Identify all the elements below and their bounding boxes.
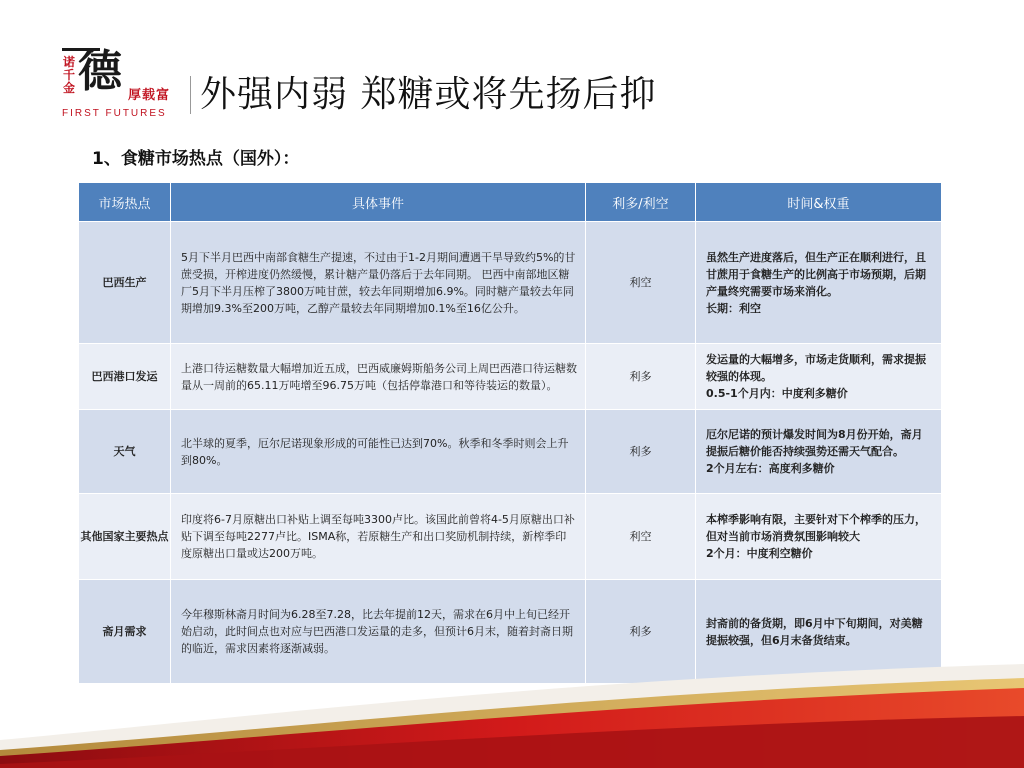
slide-title: 外强内弱 郑糖或将先扬后抑	[200, 74, 657, 115]
header-hotspot: 市场热点	[79, 183, 171, 222]
cell-weight: 封斋前的备货期，即6月中下旬期间，对美糖提振较强，但6月末备货结束。	[696, 580, 942, 684]
cell-impact: 利空	[586, 494, 696, 580]
cell-hotspot: 天气	[79, 410, 171, 494]
header-weight: 时间&权重	[696, 183, 942, 222]
cell-impact: 利空	[586, 222, 696, 344]
cell-impact: 利多	[586, 344, 696, 410]
cell-event: 北半球的夏季，厄尔尼诺现象形成的可能性已达到70%。秋季和冬季时则会上升到80%。	[171, 410, 586, 494]
cell-event: 5月下半月巴西中南部食糖生产提速，不过由于1-2月期间遭遇干旱导致约5%的甘蔗受损，开榨进度仍然缓慢，累计糖产量仍落后于去年同期。 巴西中南部地区糖厂5月下半月压榨了3800万吨甘蔗，较去年同期增加6.9%。同时糖产量较去年同期增加9.3%至200万吨，乙醇产量较去年同期增加0.1%至16亿公升。	[171, 222, 586, 344]
title-separator	[190, 76, 191, 114]
cell-event: 上港口待运糖数量大幅增加近五成，巴西威廉姆斯船务公司上周巴西港口待运糖数量从一周前的65.11万吨增至96.75万吨（包括停靠港口和等待装运的数量）。	[171, 344, 586, 410]
table-row	[79, 494, 942, 580]
cell-event: 印度将6-7月原糖出口补贴上调至每吨3300卢比。该国此前曾将4-5月原糖出口补贴下调至每吨2277卢比。ISMA称，若原糖生产和出口奖励机制持续，新榨季印度原糖出口量或达200万吨。	[171, 494, 586, 580]
decorative-swoosh	[0, 658, 1024, 768]
table-row	[79, 222, 942, 344]
table-row	[79, 410, 942, 494]
company-logo	[58, 44, 198, 122]
logo-vertical-text: 诺千金	[62, 55, 75, 95]
cell-hotspot: 斋月需求	[79, 580, 171, 684]
table-row	[79, 344, 942, 410]
header-event: 具体事件	[171, 183, 586, 222]
table-header-row	[79, 183, 942, 222]
cell-event: 今年穆斯林斋月时间为6.28至7.28，比去年提前12天，需求在6月中上旬已经开始启动，此时间点也对应与巴西港口发运量的走多，但预计6月末，随着封斋日期的临近，需求因素将逐渐减弱。	[171, 580, 586, 684]
cell-hotspot: 其他国家主要热点	[79, 494, 171, 580]
cell-weight: 厄尔尼诺的预计爆发时间为8月份开始，斋月提振后糖价能否持续强势还需天气配合。 2个月左右：高度利多糖价	[696, 410, 942, 494]
cell-impact: 利多	[586, 410, 696, 494]
cell-weight: 本榨季影响有限，主要针对下个榨季的压力，但对当前市场消费氛围影响较大 2个月：中度利空糖价	[696, 494, 942, 580]
hotspot-table	[78, 182, 942, 684]
header-impact: 利多/利空	[586, 183, 696, 222]
logo-main-char: 德	[78, 46, 122, 97]
logo-slogan: 厚载富	[128, 88, 171, 103]
cell-impact: 利多	[586, 580, 696, 684]
cell-hotspot: 巴西港口发运	[79, 344, 171, 410]
logo-english: FIRST FUTURES	[62, 108, 167, 119]
cell-weight: 发运量的大幅增多，市场走货顺利，需求提振较强的体现。 0.5-1个月内：中度利多糖价	[696, 344, 942, 410]
section-heading: 1、食糖市场热点（国外）：	[92, 149, 300, 169]
cell-hotspot: 巴西生产	[79, 222, 171, 344]
cell-weight: 虽然生产进度落后，但生产正在顺利进行，且甘蔗用于食糖生产的比例高于市场预期，后期产量终究需要市场来消化。 长期：利空	[696, 222, 942, 344]
